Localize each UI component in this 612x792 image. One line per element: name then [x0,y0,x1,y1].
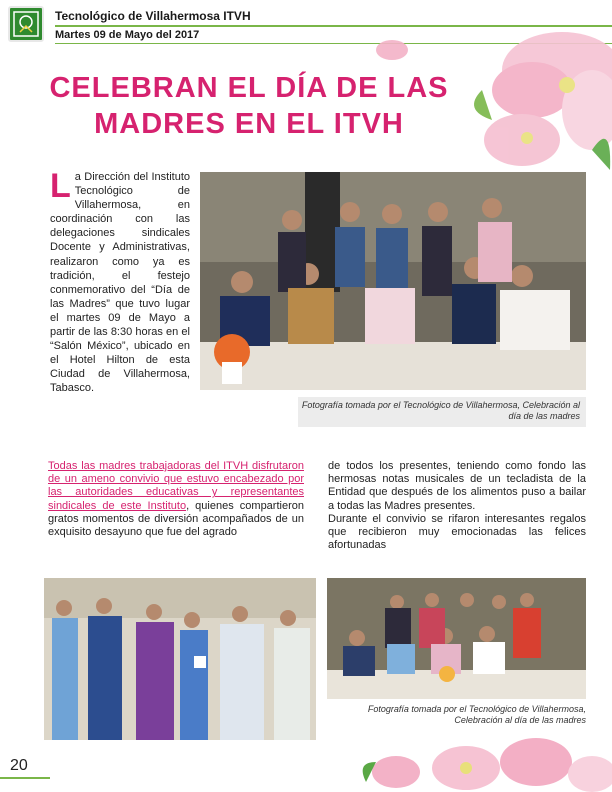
body-column-right [328,460,586,552]
itvh-logo-icon [8,6,44,42]
flowers-footer-decoration [356,732,612,792]
photo-caption-1: Fotografía tomada por el Tecnológico de Villahermosa, Celebración al día de las madres [298,397,586,427]
photo-authorities [44,578,316,740]
header-title: Tecnológico de Villahermosa ITVH [55,9,251,23]
photo-raffle-winners [327,578,586,699]
article-title: CELEBRAN EL DÍA DE LAS MADRES EN EL ITVH [49,72,449,140]
highlight-text: Todas las madres trabajadoras del ITVH disfrutaron de un ameno convivio que estuvo encabezado por las autoridades educativas y representantes sindicales de este Instituto [48,460,304,512]
body-text-raffle: Durante el convivio se rifaron interesantes regalos que recibieron muy emocionadas las felices afortunadas [328,512,586,552]
intro-paragraph [50,167,190,396]
page-number-underline [0,777,50,779]
page-number: 20 [10,757,28,774]
header-date: Martes 09 de Mayo del 2017 [55,29,200,41]
body-text-left: , quienes compartieron gratos momentos de diversión acompañados de un exquisito desayuno que fue del agrado [48,499,304,539]
photo-caption-3: Fotografía tomada por el Tecnológico de Villahermosa, Celebración al día de las madres [367,704,586,725]
body-column-left [48,460,304,539]
body-text-right: de todos los presentes, teniendo como fondo las hermosas notas musicales de un tecladista de la Entidad que después de los alimentos puso a bailar a todas las Madres presentes. [328,460,586,512]
drop-cap: L [50,167,71,205]
photo-group-mothers [200,172,586,390]
header-divider [55,25,612,27]
intro-text: a Dirección del Instituto Tecnológico de Villahermosa, en coordinación con las delegaciones sindicales Docente y Administrativas, realizaron como ya es tradición, el festejo conmemorativo del “Día de las Madres” que tuvo lugar el martes 09 de Mayo a partir de las 8:30 horas en el “Salón México”, ubicado en el Hotel Hilton de esta Ciudad de Villahermosa, Tabasco. [50,171,190,395]
